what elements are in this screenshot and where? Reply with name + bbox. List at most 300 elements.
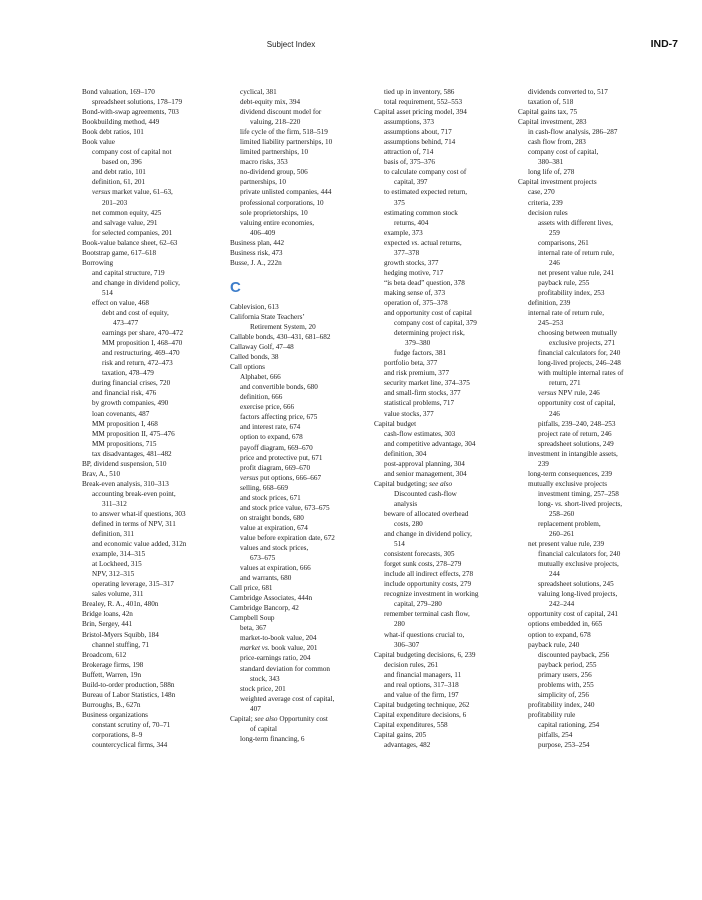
entry-text: remember terminal cash flow,: [384, 610, 470, 619]
index-entry: [82, 459, 224, 469]
index-entry: [374, 419, 516, 429]
index-subentry: [518, 670, 660, 680]
index-subentry: [374, 87, 516, 97]
index-subentry: [230, 208, 372, 218]
entry-text: 280: [394, 620, 405, 629]
index-subentry: [230, 322, 372, 332]
index-subentry: [374, 499, 516, 509]
index-subentry: [518, 409, 660, 419]
index-entry: [374, 720, 516, 730]
index-subentry: [230, 493, 372, 503]
entry-text: no-dividend group, 506: [240, 168, 308, 177]
index-subentry: [374, 388, 516, 398]
entry-text: valuing entire economies,: [240, 218, 315, 227]
index-entry: [230, 583, 372, 593]
index-subentry: [230, 187, 372, 197]
entry-text: capital, 279–280: [394, 600, 442, 609]
entry-text: defined in terms of NPV, 311: [92, 520, 176, 529]
entry-italic-text: vs.: [554, 499, 563, 508]
entry-text: investment timing, 257–258: [538, 489, 619, 498]
index-subentry: [230, 167, 372, 177]
entry-text: taxation, 478–479: [102, 369, 154, 378]
entry-text: definition, 61, 201: [92, 178, 146, 187]
index-subentry: [374, 278, 516, 288]
entry-text: 673–675: [250, 554, 276, 563]
index-subentry: [518, 208, 660, 218]
index-subentry: [374, 519, 516, 529]
entry-text: and stock prices, 671: [240, 493, 301, 502]
entry-text: countercyclical firms, 344: [92, 741, 168, 750]
index-entry: [82, 248, 224, 258]
entry-text: 407: [250, 704, 261, 713]
entry-text: taxation of, 518: [528, 98, 574, 107]
entry-text: Broadcom, 612: [82, 650, 127, 659]
index-subentry: [230, 228, 372, 238]
entry-text: and value of the firm, 197: [384, 690, 459, 699]
index-subentry: [518, 489, 660, 499]
index-subentry: [374, 248, 516, 258]
index-entry: [374, 700, 516, 710]
index-subentry: [374, 368, 516, 378]
index-entry: [82, 700, 224, 710]
entry-text: long life of, 278: [528, 168, 575, 177]
entry-text: Call price, 681: [230, 584, 273, 593]
entry-text: project rate of return, 246: [538, 429, 612, 438]
entry-text: Callaway Golf, 47–48: [230, 343, 294, 352]
entry-text: definition, 304: [384, 449, 427, 458]
index-subentry: [230, 218, 372, 228]
entry-text: statistical problems, 717: [384, 399, 455, 408]
entry-text: life cycle of the firm, 518–519: [240, 128, 328, 137]
entry-text: price-earnings ratio, 204: [240, 654, 311, 663]
entry-text: company cost of capital, 379: [394, 319, 477, 328]
entry-text: 260–261: [549, 530, 575, 539]
entry-text: MM proposition I, 468: [92, 419, 158, 428]
index-entry: [82, 630, 224, 640]
index-subentry: [230, 513, 372, 523]
index-subentry: [518, 519, 660, 529]
entry-text: California State Teachers’: [230, 312, 305, 321]
index-subentry: [82, 439, 224, 449]
index-subentry: [82, 167, 224, 177]
index-subentry: [82, 348, 224, 358]
index-column-4: [518, 87, 660, 750]
entry-text: Capital budgeting;: [374, 479, 430, 488]
index-subentry: [374, 268, 516, 278]
index-subentry: [518, 278, 660, 288]
entry-text: assumptions, 373: [384, 118, 434, 127]
entry-text: and salvage value, 291: [92, 218, 158, 227]
index-subentry: [518, 740, 660, 750]
entry-text: consistent forecasts, 305: [384, 550, 455, 559]
index-subentry: [230, 553, 372, 563]
entry-text: 377–378: [394, 248, 420, 257]
index-subentry: [374, 97, 516, 107]
entry-text: costs, 280: [394, 520, 423, 529]
entry-text: values and stock prices,: [240, 543, 309, 552]
entry-text: security market line, 374–375: [384, 379, 470, 388]
entry-text: loan covenants, 487: [92, 409, 150, 418]
index-entry: [82, 127, 224, 137]
entry-text: Break-even analysis, 310–313: [82, 479, 169, 488]
entry-text: profitability index, 253: [538, 288, 605, 297]
entry-text: actual returns,: [419, 238, 462, 247]
index-subentry: [82, 519, 224, 529]
entry-text: and capital structure, 719: [92, 268, 165, 277]
entry-text: capital rationing, 254: [538, 720, 600, 729]
entry-text: Capital budget: [374, 419, 417, 428]
index-subentry: [374, 127, 516, 137]
entry-text: example, 373: [384, 228, 423, 237]
entry-text: basis of, 375–376: [384, 158, 435, 167]
index-entry: [82, 650, 224, 660]
entry-text: Cambridge Associates, 444n: [230, 594, 313, 603]
index-subentry: [518, 720, 660, 730]
entry-text: Capital budgeting decisions, 6, 239: [374, 650, 476, 659]
entry-text: and convertible bonds, 680: [240, 383, 318, 392]
index-subentry: [374, 137, 516, 147]
entry-text: net common equity, 425: [92, 208, 162, 217]
entry-text: decision rules, 261: [384, 660, 439, 669]
entry-text: pitfalls, 239–240, 248–253: [538, 419, 616, 428]
index-entry: [82, 238, 224, 248]
index-entry: [518, 107, 660, 117]
index-subentry: [374, 157, 516, 167]
index-subentry: [230, 97, 372, 107]
index-subentry: [518, 619, 660, 629]
index-entry: [518, 177, 660, 187]
index-subentry: [374, 449, 516, 459]
index-subentry: [82, 559, 224, 569]
index-subentry: [374, 559, 516, 569]
index-entry: [374, 107, 516, 117]
entry-text: 375: [394, 198, 405, 207]
index-subentry: [230, 402, 372, 412]
entry-text: replacement problem,: [538, 520, 601, 529]
index-subentry: [518, 599, 660, 609]
entry-text: value stocks, 377: [384, 409, 434, 418]
index-subentry: [82, 640, 224, 650]
entry-text: and economic value added, 312n: [92, 540, 187, 549]
index-column-1: [82, 87, 224, 750]
entry-text: and warrants, 680: [240, 574, 292, 583]
entry-text: with multiple internal rates of: [538, 369, 624, 378]
entry-text: to answer what-if questions, 303: [92, 509, 186, 518]
entry-text: and change in dividend policy,: [92, 278, 180, 287]
entry-text: advantages, 482: [384, 741, 431, 750]
index-subentry: [518, 378, 660, 388]
index-subentry: [230, 684, 372, 694]
entry-text: 406–409: [250, 228, 276, 237]
index-subentry: [518, 97, 660, 107]
index-subentry: [374, 228, 516, 238]
entry-text: long-lived projects, 246–248: [538, 359, 621, 368]
index-subentry: [518, 258, 660, 268]
entry-text: in cash-flow analysis, 286–287: [528, 128, 618, 137]
entry-text: by growth companies, 490: [92, 399, 169, 408]
index-subentry: [518, 338, 660, 348]
entry-text: Capital investment, 283: [518, 118, 587, 127]
entry-text: estimating common stock: [384, 208, 458, 217]
entry-text: total requirement, 552–553: [384, 98, 463, 107]
entry-text: selling, 668–669: [240, 483, 288, 492]
index-subentry: [374, 680, 516, 690]
entry-text: mutually exclusive projects: [528, 479, 608, 488]
entry-italic-text: versus: [538, 389, 557, 398]
entry-text: 246: [549, 409, 560, 418]
entry-text: based on, 396: [102, 158, 142, 167]
index-subentry: [82, 499, 224, 509]
running-header-title: Subject Index: [266, 40, 316, 49]
index-subentry: [374, 167, 516, 177]
index-subentry: [374, 469, 516, 479]
index-subentry: [374, 609, 516, 619]
entry-text: of capital: [250, 724, 277, 733]
index-subentry: [230, 483, 372, 493]
index-subentry: [374, 660, 516, 670]
entry-text: profit diagram, 669–670: [240, 463, 311, 472]
entry-text: profitability rule: [528, 710, 576, 719]
entry-text: values at expiration, 666: [240, 564, 311, 573]
entry-text: put options, 666–667: [258, 473, 322, 482]
index-entry: [82, 710, 224, 720]
index-subentry: [518, 499, 660, 509]
entry-text: include opportunity costs, 279: [384, 580, 472, 589]
entry-text: what-if questions crucial to,: [384, 630, 465, 639]
entry-text: Callable bonds, 430–431, 681–682: [230, 332, 331, 341]
entry-text: Cambridge Bancorp, 42: [230, 604, 299, 613]
entry-text: operation of, 375–378: [384, 298, 448, 307]
entry-text: option to expand, 678: [528, 630, 591, 639]
index-subentry: [518, 157, 660, 167]
entry-text: standard deviation for common: [240, 664, 331, 673]
index-subentry: [374, 489, 516, 499]
index-entry: [518, 117, 660, 127]
index-subentry: [82, 218, 224, 228]
entry-text: definition, 666: [240, 393, 283, 402]
entry-text: opportunity cost of capital, 241: [528, 610, 619, 619]
index-subentry: [230, 724, 372, 734]
page-number: IND-7: [650, 38, 678, 50]
index-subentry: [518, 569, 660, 579]
entry-text: and financial risk, 476: [92, 389, 157, 398]
index-entry: [230, 613, 372, 623]
entry-italic-text: market vs.: [240, 644, 270, 653]
entry-text: Capital expenditure decisions, 6: [374, 710, 467, 719]
index-entry: [230, 714, 372, 724]
index-subentry: [518, 87, 660, 97]
index-subentry: [518, 167, 660, 177]
index-subentry: [82, 489, 224, 499]
entry-text: 246: [549, 258, 560, 267]
entry-text: Bridge loans, 42n: [82, 610, 133, 619]
entry-text: Business organizations: [82, 710, 148, 719]
entry-text: primary users, 256: [538, 670, 592, 679]
entry-text: assets with different lives,: [538, 218, 613, 227]
entry-text: attraction of, 714: [384, 148, 434, 157]
entry-text: 259: [549, 228, 560, 237]
entry-text: 306–307: [394, 640, 420, 649]
index-subentry: [230, 137, 372, 147]
index-subentry: [518, 137, 660, 147]
entry-italic-text: vs.: [411, 238, 420, 247]
entry-text: corporations, 8–9: [92, 731, 143, 739]
index-subentry: [374, 549, 516, 559]
index-entry: [82, 258, 224, 268]
index-entry: [82, 117, 224, 127]
entry-text: and opportunity cost of capital: [384, 309, 472, 318]
index-subentry: [82, 268, 224, 278]
index-subentry: [374, 117, 516, 127]
index-subentry: [518, 479, 660, 489]
entry-text: Bureau of Labor Statistics, 148n: [82, 690, 176, 699]
index-subentry: [518, 449, 660, 459]
index-subentry: [518, 228, 660, 238]
index-subentry: [82, 318, 224, 328]
entry-text: valuing long-lived projects,: [538, 590, 618, 599]
entry-text: analysis: [394, 499, 418, 508]
index-subentry: [518, 549, 660, 559]
index-subentry: [230, 107, 372, 117]
index-subentry: [374, 539, 516, 549]
index-subentry: [230, 412, 372, 422]
index-subentry: [518, 268, 660, 278]
entry-text: and stock price value, 673–675: [240, 503, 330, 512]
index-subentry: [230, 694, 372, 704]
entry-text: payback period, 255: [538, 660, 597, 669]
entry-text: beware of allocated overhead: [384, 509, 469, 518]
entry-text: Cablevision, 613: [230, 302, 279, 311]
entry-text: hedging motive, 717: [384, 268, 444, 277]
entry-text: beta, 367: [240, 624, 267, 633]
index-subentry: [374, 409, 516, 419]
entry-text: investment in intangible assets,: [528, 449, 618, 458]
entry-text: capital, 397: [394, 178, 428, 187]
entry-text: post-approval planning, 304: [384, 459, 465, 468]
entry-text: Book-value balance sheet, 62–63: [82, 238, 178, 247]
entry-text: Capital budgeting technique, 262: [374, 700, 470, 709]
entry-text: opportunity cost of capital,: [538, 399, 616, 408]
index-subentry: [230, 573, 372, 583]
index-subentry: [374, 429, 516, 439]
index-subentry: [82, 720, 224, 730]
index-subentry: [230, 147, 372, 157]
index-entry: [230, 312, 372, 322]
entry-text: payoff diagram, 669–670: [240, 443, 313, 452]
index-subentry: [374, 589, 516, 599]
index-entry: [82, 479, 224, 489]
index-entry: [230, 352, 372, 362]
entry-text: 258–260: [549, 509, 575, 518]
entry-text: cash flow from, 283: [528, 138, 586, 147]
entry-text: and real options, 317–318: [384, 680, 459, 689]
index-subentry: [374, 328, 516, 338]
index-subentry: [82, 358, 224, 368]
entry-text: NPV, 312–315: [92, 570, 135, 579]
index-subentry: [82, 208, 224, 218]
entry-text: on straight bonds, 680: [240, 513, 304, 522]
index-subentry: [518, 238, 660, 248]
entry-text: value at expiration, 674: [240, 523, 308, 532]
index-entry: [82, 660, 224, 670]
index-subentry: [230, 643, 372, 653]
entry-text: Retirement System, 20: [250, 322, 316, 331]
index-subentry: [518, 640, 660, 650]
entry-text: 201–203: [102, 198, 128, 207]
entry-text: definition, 311: [92, 530, 135, 539]
index-subentry: [518, 710, 660, 720]
index-subentry: [518, 198, 660, 208]
index-subentry: [82, 539, 224, 549]
index-subentry: [230, 704, 372, 714]
index-subentry: [374, 569, 516, 579]
entry-text: exclusive projects, 271: [549, 339, 616, 348]
index-subentry: [518, 700, 660, 710]
index-subentry: [82, 509, 224, 519]
entry-text: for selected companies, 201: [92, 228, 173, 237]
entry-text: limited liability partnerships, 10: [240, 138, 333, 147]
entry-text: MM proposition II, 475–476: [92, 429, 175, 438]
entry-text: problems with, 255: [538, 680, 594, 689]
index-subentry: [518, 358, 660, 368]
entry-text: Bond-with-swap agreements, 703: [82, 108, 179, 117]
entry-text: internal rate of return rule,: [538, 248, 615, 257]
entry-text: Bristol-Myers Squibb, 184: [82, 630, 159, 639]
index-subentry: [230, 533, 372, 543]
entry-text: net present value rule, 239: [528, 540, 605, 549]
entry-text: and change in dividend policy,: [384, 530, 472, 539]
entry-text: financial calculators for, 240: [538, 550, 621, 559]
entry-text: mutually exclusive projects,: [538, 560, 619, 569]
entry-text: weighted average cost of capital,: [240, 694, 335, 703]
entry-text: criteria, 239: [528, 198, 563, 207]
index-subentry: [82, 198, 224, 208]
index-subentry: [230, 157, 372, 167]
entry-text: 239: [538, 459, 549, 468]
entry-italic-text: versus: [240, 473, 259, 482]
index-subentry: [518, 388, 660, 398]
entry-text: book value, 201: [269, 644, 318, 653]
entry-text: determining project risk,: [394, 329, 465, 338]
entry-text: tax disadvantages, 481–482: [92, 449, 172, 458]
index-subentry: [82, 449, 224, 459]
entry-text: forget sunk costs, 278–279: [384, 560, 462, 569]
index-subentry: [374, 579, 516, 589]
entry-text: Book value: [82, 138, 115, 147]
entry-text: effect on value, 468: [92, 298, 149, 307]
entry-text: and small-firm stocks, 377: [384, 389, 461, 398]
entry-text: Book debt ratios, 101: [82, 128, 144, 137]
index-entry: [82, 670, 224, 680]
index-subentry: [230, 372, 372, 382]
entry-text: at Lockheed, 315: [92, 560, 142, 569]
index-subentry: [82, 419, 224, 429]
entry-text: private unlisted companies, 444: [240, 188, 332, 197]
entry-text: expected: [384, 238, 412, 247]
entry-text: cyclical, 381: [240, 88, 277, 96]
index-entry: [82, 469, 224, 479]
index-subentry: [230, 432, 372, 442]
index-subentry: [82, 278, 224, 288]
entry-text: tied up in inventory, 586: [384, 88, 455, 96]
entry-text: 379–380: [405, 339, 431, 348]
index-subentry: [230, 633, 372, 643]
entry-text: valuing, 218–220: [250, 118, 301, 127]
index-entry: [374, 730, 516, 740]
entry-text: Alphabet, 666: [240, 373, 281, 382]
index-subentry: [518, 248, 660, 258]
entry-text: Capital;: [230, 714, 255, 723]
